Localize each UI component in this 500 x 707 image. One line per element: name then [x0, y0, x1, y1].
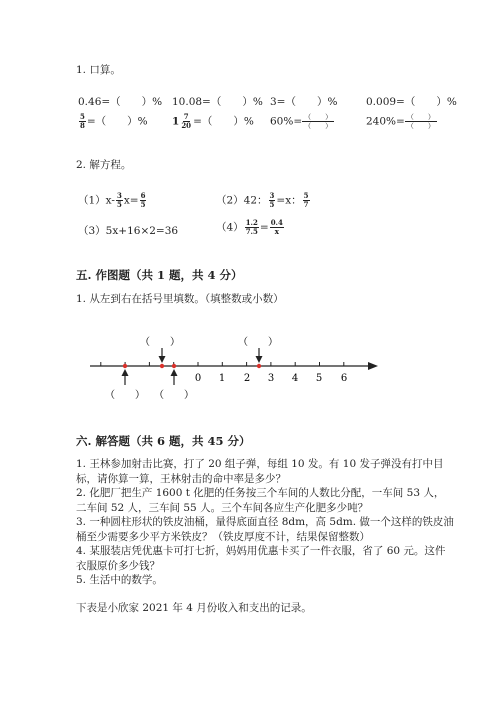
problem-line: 5. 生活中的数学。 [76, 574, 163, 586]
equation-1: （1）x- $\frac{3}{5}$ x= $\frac{6}{5}$ [78, 191, 146, 209]
axis-arrow-icon [368, 362, 378, 370]
oral-calc-2: 10.08=（ ）% [172, 96, 263, 108]
oral-calc-1: 0.46=（ ）% [78, 96, 163, 108]
tick-label-2: 2 [243, 373, 251, 384]
problem-line: 4. 某服装店凭优惠卡可打七折，妈妈用优惠卡买了一件衣服，省了 60 元。这件 [76, 545, 446, 557]
oral-calc-5: $\frac{5}{8}$ =（ ）% [80, 112, 148, 130]
oral-calc-3: 3=（ ）% [270, 96, 338, 108]
equation-2: （2）42： $\frac{3}{5}$ =x： $\frac{5}{7}$ [216, 191, 309, 209]
unit-labels [195, 373, 347, 384]
section-2-heading: 2. 解方程。 [76, 159, 132, 171]
section-5-title: 五. 作图题（共 1 题，共 4 分） [76, 268, 243, 282]
section-6-title: 六. 解答题（共 6 题，共 45 分） [76, 434, 251, 448]
drawing-question-1: 1. 从左到右在括号里填数。（填整数或小数） [76, 293, 284, 305]
tick-label-5: 5 [315, 373, 323, 384]
problem-line: 衣服原价多少钱？ [76, 559, 160, 572]
table-intro: 下表是小欣家 2021 年 4 月份收入和支出的记录。 [76, 602, 312, 614]
problem-line: 二车间 52 人，三车间 55 人。三个车间各应生产化肥多少吨？ [76, 501, 369, 514]
bracket-top-1: （ ） [140, 337, 180, 348]
problem-line: 桶至少需要多少平方米铁皮？（铁皮厚度不计，结果保留整数） [76, 530, 370, 543]
point-a [123, 364, 127, 368]
answer-brackets [105, 336, 278, 401]
oral-calc-4: 0.009=（ ）% [366, 96, 457, 108]
point-c [172, 364, 176, 368]
problem-line: 3. 一种圆柱形状的铁皮油桶，量得底面直径 8dm，高 5dm. 做一个这样的铁皮油 [76, 516, 454, 528]
tick-label-0: 0 [194, 373, 202, 384]
section-1-heading: 1. 口算。 [76, 64, 121, 76]
oral-calc-6: 1 $\frac{7}{20}$ =（ ）% [172, 112, 254, 130]
equation-4: （4） $\frac{1.2}{7.5}$ = $\frac{0.4}{x}$ [216, 218, 283, 236]
point-b [160, 364, 164, 368]
oral-calc-7: 60%= $\frac{( )}{( )}$ [270, 113, 333, 130]
tick-label-6: 6 [340, 373, 348, 384]
problem-line: 标，请你算一算，王林射击的命中率是多少？ [76, 472, 286, 485]
bracket-bottom-2: （ ） [154, 390, 194, 401]
number-line [90, 362, 378, 370]
problem-line: 1. 王林参加射击比赛，打了 20 组子弹，每组 10 发。有 10 发子弹没有打中目 [76, 458, 444, 470]
tick-label-4: 4 [291, 373, 299, 384]
point-d [257, 364, 261, 368]
bracket-bottom-1: （ ） [105, 390, 145, 401]
tick-label-1: 1 [218, 373, 226, 384]
bracket-top-2: （ ） [238, 337, 278, 348]
equation-3: （3）5x+16×2=36 [78, 225, 179, 237]
oral-calc-8: 240%= $\frac{( )}{( )}$ [366, 113, 435, 130]
problem-line: 2. 化肥厂把生产 1600 t 化肥的任务按三个车间的人数比分配，一车间 53 人， [76, 487, 445, 499]
word-problems [76, 457, 454, 588]
tick-label-3: 3 [267, 373, 275, 384]
